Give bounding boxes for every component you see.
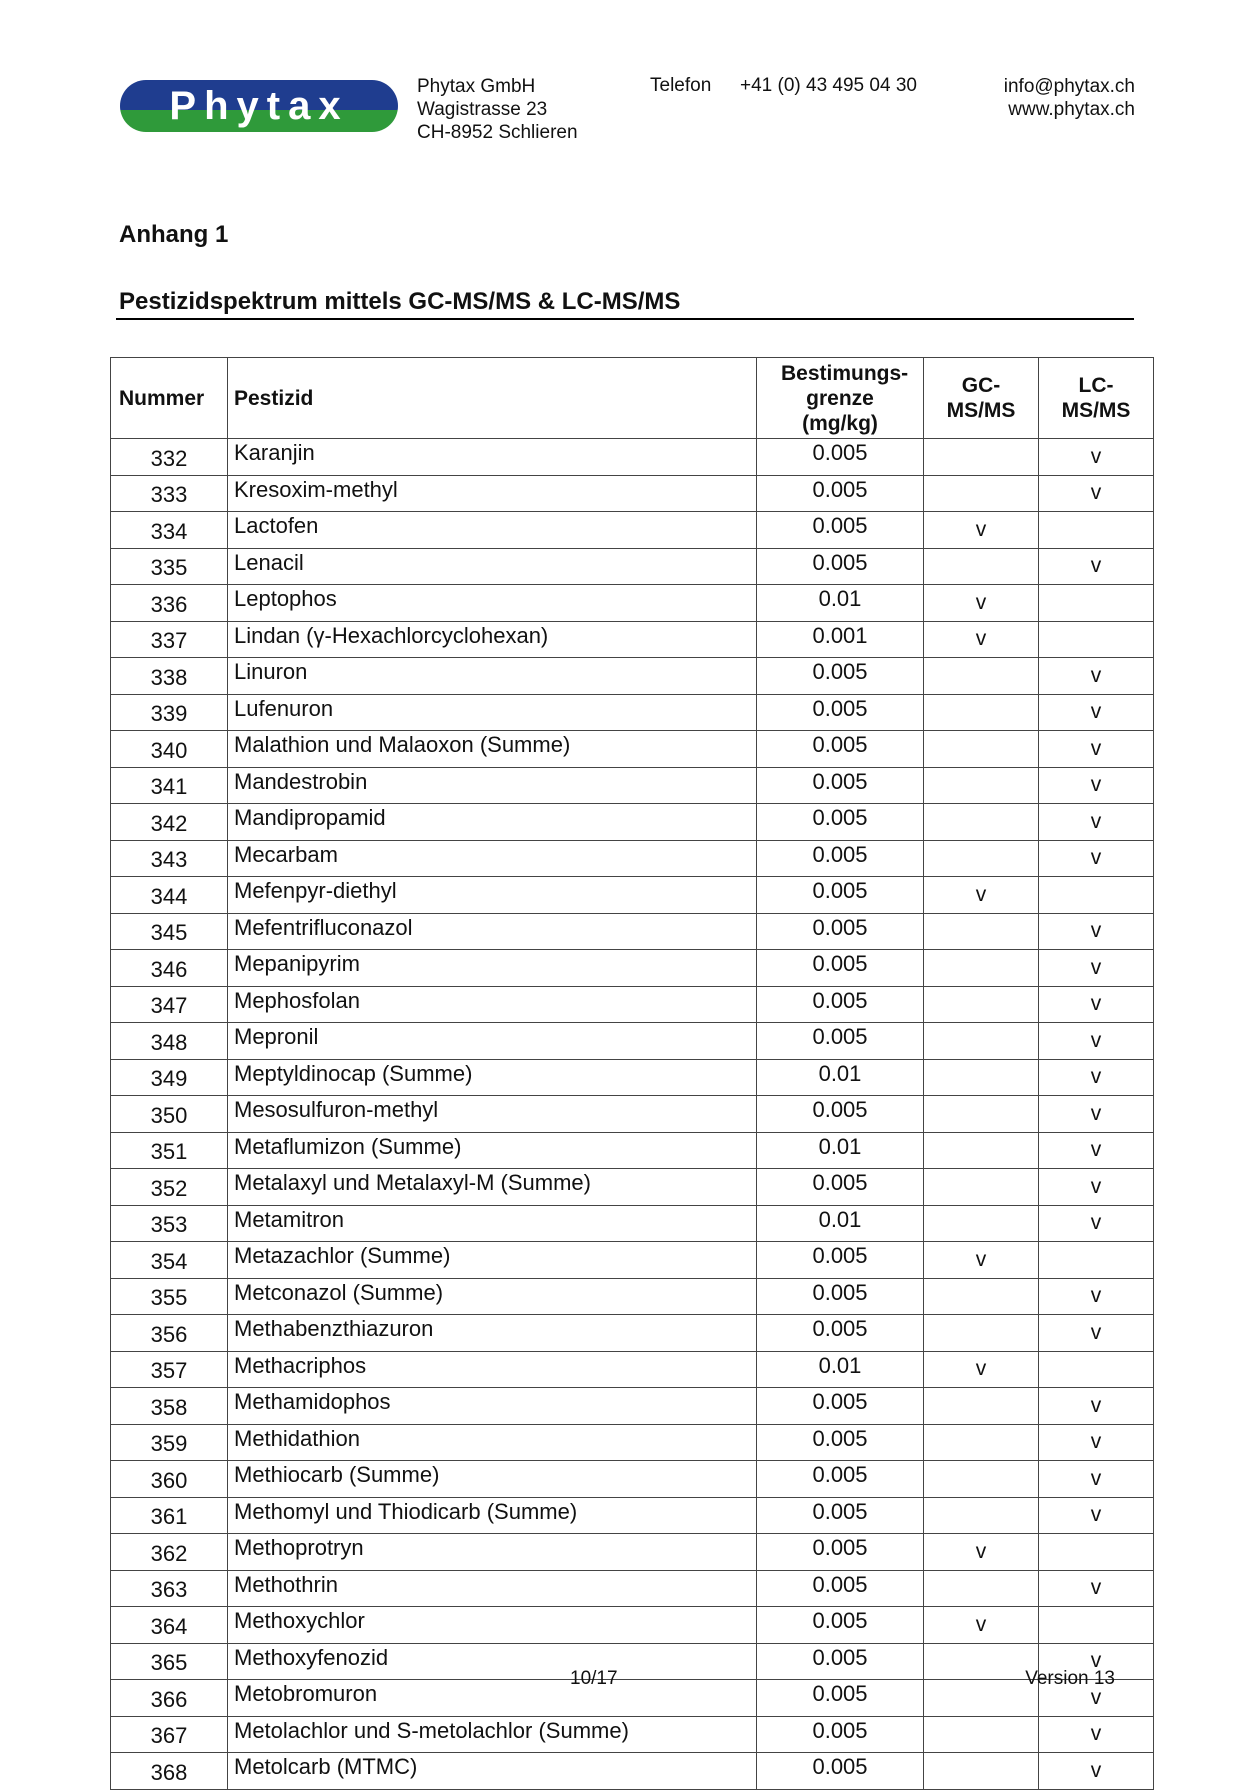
row-gc-msms [924,1169,1039,1206]
row-lc-msms: v [1039,658,1154,695]
row-pesticide: Methothrin [228,1570,757,1607]
table-row [111,877,1154,914]
row-lc-msms: v [1039,804,1154,841]
row-gc-msms [924,1023,1039,1060]
section-divider [116,318,1134,320]
row-number: 348 [111,1023,228,1060]
row-number: 338 [111,658,228,695]
table-row [111,1680,1154,1717]
table-row [111,1461,1154,1498]
header-gc-msms-label: GC-MS/MS [946,374,1016,422]
row-gc-msms: v [924,1607,1039,1644]
row-detection-limit: 0.01 [757,1205,924,1242]
row-pesticide: Mesosulfuron-methyl [228,1096,757,1133]
pesticide-table [110,357,1154,1790]
row-pesticide: Lufenuron [228,694,757,731]
row-number: 347 [111,986,228,1023]
row-gc-msms: v [924,621,1039,658]
row-detection-limit: 0.005 [757,1643,924,1680]
row-number: 340 [111,731,228,768]
row-lc-msms: v [1039,950,1154,987]
table-row [111,439,1154,476]
row-lc-msms: v [1039,1497,1154,1534]
header-number: Nummer [111,358,228,439]
row-detection-limit: 0.005 [757,877,924,914]
table-row [111,1169,1154,1206]
row-detection-limit: 0.005 [757,1023,924,1060]
row-lc-msms [1039,585,1154,622]
row-gc-msms [924,1315,1039,1352]
table-row [111,512,1154,549]
row-lc-msms: v [1039,1315,1154,1352]
row-pesticide: Metazachlor (Summe) [228,1242,757,1279]
row-detection-limit: 0.005 [757,1315,924,1352]
table-row [111,548,1154,585]
row-lc-msms: v [1039,1716,1154,1753]
row-lc-msms: v [1039,731,1154,768]
row-number: 343 [111,840,228,877]
section-title: Pestizidspektrum mittels GC-MS/MS & LC-MS/MS [119,288,681,315]
row-number: 361 [111,1497,228,1534]
row-gc-msms: v [924,512,1039,549]
row-detection-limit: 0.005 [757,658,924,695]
row-lc-msms: v [1039,1461,1154,1498]
row-number: 359 [111,1424,228,1461]
row-detection-limit: 0.005 [757,767,924,804]
table-row [111,1278,1154,1315]
row-lc-msms [1039,512,1154,549]
row-detection-limit: 0.005 [757,731,924,768]
row-gc-msms [924,1461,1039,1498]
row-pesticide: Mepanipyrim [228,950,757,987]
row-pesticide: Metaflumizon (Summe) [228,1132,757,1169]
email-link[interactable]: info@phytax.ch [1003,76,1135,97]
row-detection-limit: 0.01 [757,1132,924,1169]
table-row [111,913,1154,950]
table-row [111,1023,1154,1060]
row-detection-limit: 0.005 [757,1169,924,1206]
header-detection-limit-label: Bestimungs-grenze (mg/kg) [781,361,909,435]
row-number: 335 [111,548,228,585]
table-row [111,1570,1154,1607]
row-pesticide: Methiocarb (Summe) [228,1461,757,1498]
row-detection-limit: 0.01 [757,585,924,622]
row-detection-limit: 0.005 [757,1242,924,1279]
table-row [111,1388,1154,1425]
table-row [111,1205,1154,1242]
row-number: 344 [111,877,228,914]
row-detection-limit: 0.005 [757,1497,924,1534]
row-lc-msms: v [1039,1643,1154,1680]
row-gc-msms [924,1096,1039,1133]
row-pesticide: Kresoxim-methyl [228,475,757,512]
row-pesticide: Mefenpyr-diethyl [228,877,757,914]
row-number: 365 [111,1643,228,1680]
table-row [111,585,1154,622]
row-gc-msms [924,475,1039,512]
table-row [111,1424,1154,1461]
table-row [111,1096,1154,1133]
row-pesticide: Metolcarb (MTMC) [228,1753,757,1790]
row-lc-msms: v [1039,1132,1154,1169]
row-gc-msms [924,1716,1039,1753]
row-detection-limit: 0.005 [757,950,924,987]
row-number: 333 [111,475,228,512]
table-row [111,950,1154,987]
header-lc-msms [1039,358,1154,439]
row-detection-limit: 0.005 [757,804,924,841]
table-row [111,1716,1154,1753]
table-row [111,840,1154,877]
row-pesticide: Methoxyfenozid [228,1643,757,1680]
table-row [111,1497,1154,1534]
row-number: 355 [111,1278,228,1315]
row-number: 353 [111,1205,228,1242]
row-number: 368 [111,1753,228,1790]
row-lc-msms: v [1039,767,1154,804]
table-row [111,1059,1154,1096]
header-pesticide: Pestizid [228,358,757,439]
row-number: 346 [111,950,228,987]
row-lc-msms [1039,1351,1154,1388]
row-detection-limit: 0.005 [757,1278,924,1315]
row-pesticide: Metobromuron [228,1680,757,1717]
table-row [111,1315,1154,1352]
row-pesticide: Mandestrobin [228,767,757,804]
row-number: 362 [111,1534,228,1571]
row-pesticide: Lindan (γ-Hexachlorcyclohexan) [228,621,757,658]
row-number: 367 [111,1716,228,1753]
row-pesticide: Metconazol (Summe) [228,1278,757,1315]
row-pesticide: Karanjin [228,439,757,476]
row-pesticide: Methacriphos [228,1351,757,1388]
row-detection-limit: 0.005 [757,913,924,950]
table-row [111,1351,1154,1388]
row-lc-msms: v [1039,913,1154,950]
row-number: 357 [111,1351,228,1388]
row-gc-msms [924,658,1039,695]
row-detection-limit: 0.005 [757,475,924,512]
row-pesticide: Metolachlor und S-metolachlor (Summe) [228,1716,757,1753]
row-pesticide: Meptyldinocap (Summe) [228,1059,757,1096]
table-header-row [111,358,1154,439]
row-detection-limit: 0.01 [757,1059,924,1096]
row-lc-msms [1039,621,1154,658]
company-address [417,75,578,144]
row-pesticide: Methabenzthiazuron [228,1315,757,1352]
row-detection-limit: 0.005 [757,1096,924,1133]
header-lc-msms-label: LC-MS/MS [1061,374,1131,422]
row-pesticide: Metalaxyl und Metalaxyl-M (Summe) [228,1169,757,1206]
row-pesticide: Leptophos [228,585,757,622]
row-number: 334 [111,512,228,549]
row-detection-limit: 0.005 [757,1680,924,1717]
table-row [111,694,1154,731]
row-gc-msms [924,913,1039,950]
row-number: 337 [111,621,228,658]
header-gc-msms [924,358,1039,439]
row-lc-msms: v [1039,1169,1154,1206]
row-gc-msms [924,1680,1039,1717]
table-row [111,1753,1154,1790]
row-lc-msms: v [1039,1059,1154,1096]
company-name: Phytax GmbH [417,76,536,97]
table-row [111,621,1154,658]
row-pesticide: Methoxychlor [228,1607,757,1644]
row-lc-msms: v [1039,1388,1154,1425]
row-number: 342 [111,804,228,841]
row-pesticide: Mefentrifluconazol [228,913,757,950]
table-row [111,767,1154,804]
row-number: 336 [111,585,228,622]
table-row [111,658,1154,695]
row-pesticide: Mepronil [228,1023,757,1060]
row-detection-limit: 0.005 [757,1424,924,1461]
row-pesticide: Metamitron [228,1205,757,1242]
row-lc-msms: v [1039,1570,1154,1607]
row-pesticide: Methoprotryn [228,1534,757,1571]
table-row [111,1643,1154,1680]
document-version: Version 13 [1025,1668,1115,1689]
row-detection-limit: 0.005 [757,1570,924,1607]
row-gc-msms: v [924,1534,1039,1571]
row-detection-limit: 0.005 [757,1534,924,1571]
row-number: 339 [111,694,228,731]
row-detection-limit: 0.005 [757,1716,924,1753]
row-detection-limit: 0.005 [757,1461,924,1498]
row-lc-msms [1039,877,1154,914]
row-pesticide: Methidathion [228,1424,757,1461]
row-lc-msms: v [1039,439,1154,476]
row-gc-msms [924,1424,1039,1461]
row-number: 341 [111,767,228,804]
row-pesticide: Linuron [228,658,757,695]
row-lc-msms [1039,1242,1154,1279]
row-detection-limit: 0.005 [757,512,924,549]
table-row [111,1132,1154,1169]
row-gc-msms [924,1388,1039,1425]
table-row [111,731,1154,768]
table-row [111,804,1154,841]
row-detection-limit: 0.005 [757,1753,924,1790]
row-pesticide: Methamidophos [228,1388,757,1425]
row-gc-msms [924,1497,1039,1534]
row-number: 350 [111,1096,228,1133]
row-gc-msms [924,1132,1039,1169]
table-row [111,475,1154,512]
row-lc-msms: v [1039,1205,1154,1242]
row-number: 352 [111,1169,228,1206]
row-lc-msms: v [1039,1023,1154,1060]
row-pesticide: Mecarbam [228,840,757,877]
page-number: 10/17 [570,1668,618,1689]
logo-text: Phytax [169,84,349,128]
row-gc-msms [924,986,1039,1023]
row-gc-msms: v [924,877,1039,914]
company-city: CH-8952 Schlieren [417,122,578,143]
phone-label: Telefon [650,75,712,96]
row-lc-msms [1039,1607,1154,1644]
row-gc-msms [924,1059,1039,1096]
row-lc-msms: v [1039,1680,1154,1717]
row-pesticide: Methomyl und Thiodicarb (Summe) [228,1497,757,1534]
phone-number: +41 (0) 43 495 04 30 [740,75,917,96]
row-number: 351 [111,1132,228,1169]
row-pesticide: Mephosfolan [228,986,757,1023]
row-gc-msms [924,804,1039,841]
row-lc-msms: v [1039,1424,1154,1461]
row-number: 356 [111,1315,228,1352]
row-gc-msms [924,1570,1039,1607]
row-number: 345 [111,913,228,950]
row-number: 354 [111,1242,228,1279]
company-logo [120,80,398,132]
table-row [111,1607,1154,1644]
row-number: 363 [111,1570,228,1607]
row-gc-msms [924,1205,1039,1242]
row-number: 358 [111,1388,228,1425]
row-detection-limit: 0.001 [757,621,924,658]
row-detection-limit: 0.005 [757,548,924,585]
row-number: 366 [111,1680,228,1717]
table-row [111,1534,1154,1571]
row-gc-msms: v [924,1242,1039,1279]
table-body [111,439,1154,1790]
row-lc-msms: v [1039,694,1154,731]
company-street: Wagistrasse 23 [417,99,548,120]
row-pesticide: Lenacil [228,548,757,585]
row-pesticide: Mandipropamid [228,804,757,841]
row-gc-msms [924,694,1039,731]
row-pesticide: Malathion und Malaoxon (Summe) [228,731,757,768]
row-detection-limit: 0.005 [757,694,924,731]
row-pesticide: Lactofen [228,512,757,549]
row-lc-msms [1039,1534,1154,1571]
row-number: 349 [111,1059,228,1096]
row-detection-limit: 0.005 [757,439,924,476]
row-lc-msms: v [1039,1278,1154,1315]
row-detection-limit: 0.005 [757,1388,924,1425]
row-detection-limit: 0.005 [757,986,924,1023]
row-gc-msms [924,950,1039,987]
header-detection-limit [757,358,924,439]
annex-title: Anhang 1 [119,221,229,248]
row-gc-msms [924,1643,1039,1680]
row-lc-msms: v [1039,1753,1154,1790]
row-lc-msms: v [1039,1096,1154,1133]
row-detection-limit: 0.005 [757,840,924,877]
row-gc-msms [924,439,1039,476]
row-gc-msms [924,1278,1039,1315]
row-number: 360 [111,1461,228,1498]
row-number: 364 [111,1607,228,1644]
contact-info [1004,75,1135,121]
row-gc-msms [924,1753,1039,1790]
row-lc-msms: v [1039,840,1154,877]
row-lc-msms: v [1039,548,1154,585]
row-gc-msms [924,548,1039,585]
row-gc-msms: v [924,585,1039,622]
row-gc-msms [924,767,1039,804]
row-gc-msms [924,840,1039,877]
row-lc-msms: v [1039,475,1154,512]
row-lc-msms: v [1039,986,1154,1023]
row-number: 332 [111,439,228,476]
table-row [111,1242,1154,1279]
row-detection-limit: 0.005 [757,1607,924,1644]
row-gc-msms [924,731,1039,768]
website-link[interactable]: www.phytax.ch [1008,99,1135,120]
table-row [111,986,1154,1023]
row-detection-limit: 0.01 [757,1351,924,1388]
row-gc-msms: v [924,1351,1039,1388]
